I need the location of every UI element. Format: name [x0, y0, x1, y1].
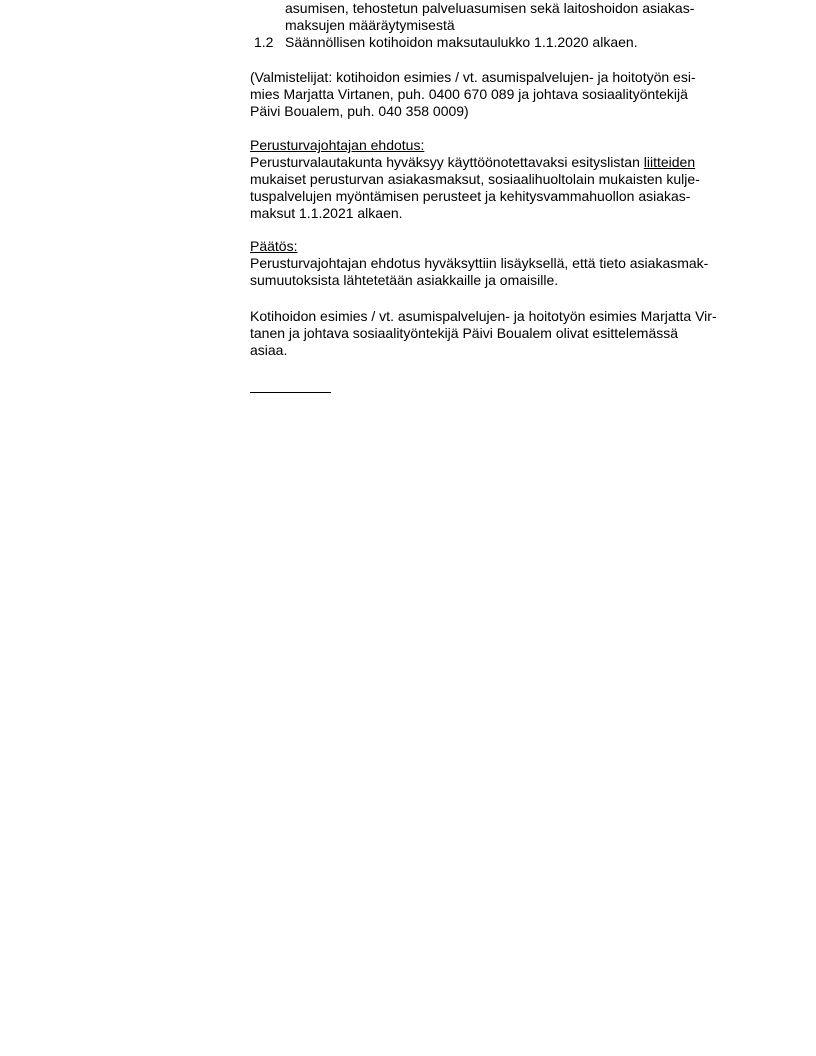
preparers-line-2: mies Marjatta Virtanen, puh. 0400 670 089 ja johtava sosiaalityöntekijä — [250, 86, 688, 102]
presenters-line-1: Kotihoidon esimies / vt. asumispalvelujen- ja hoitotyön esimies Marjatta Vir- — [250, 308, 717, 324]
attachments-link[interactable]: liitteiden — [643, 154, 696, 170]
decision-line-1: Perusturvajohtajan ehdotus hyväksyttiin lisäyksellä, että tieto asiakasmak- — [250, 255, 709, 271]
proposal-line-3: tuspalvelujen myöntämisen perusteet ja kehitysvammahuollon asiakas- — [250, 188, 691, 204]
proposal-line-1-text: Perusturvalautakunta hyväksyy käyttöönotettavaksi esityslistan — [250, 154, 644, 170]
decision-line-2: sumuutoksista lähtetetään asiakkaille ja omaisille. — [250, 272, 559, 288]
proposal-heading: Perusturvajohtajan ehdotus: — [250, 137, 425, 153]
proposal-line-4: maksut 1.1.2021 alkaen. — [250, 205, 403, 221]
section-end-rule — [250, 392, 331, 393]
decision-heading: Päätös: — [250, 238, 298, 254]
list-item-1-2-number: 1.2 — [254, 34, 274, 50]
list-item-1-2-text: Säännöllisen kotihoidon maksutaulukko 1.1.2020 alkaen. — [285, 34, 638, 50]
list-item-1-1-line-2: maksujen määräytymisestä — [285, 17, 455, 33]
preparers-line-3: Päivi Boualem, puh. 040 358 0009) — [250, 103, 469, 119]
list-item-1-1-line-1: asumisen, tehostetun palveluasumisen sekä laitoshoidon asiakas- — [285, 0, 695, 16]
presenters-line-3: asiaa. — [250, 342, 288, 358]
preparers-line-1: (Valmistelijat: kotihoidon esimies / vt. asumispalvelujen- ja hoitotyön esi- — [250, 69, 696, 85]
presenters-line-2: tanen ja johtava sosiaalityöntekijä Päivi Boualem olivat esittelemässä — [250, 325, 679, 341]
proposal-line-2: mukaiset perusturvan asiakasmaksut, sosiaalihuoltolain mukaisten kulje- — [250, 171, 700, 187]
proposal-line-1 — [250, 154, 695, 171]
